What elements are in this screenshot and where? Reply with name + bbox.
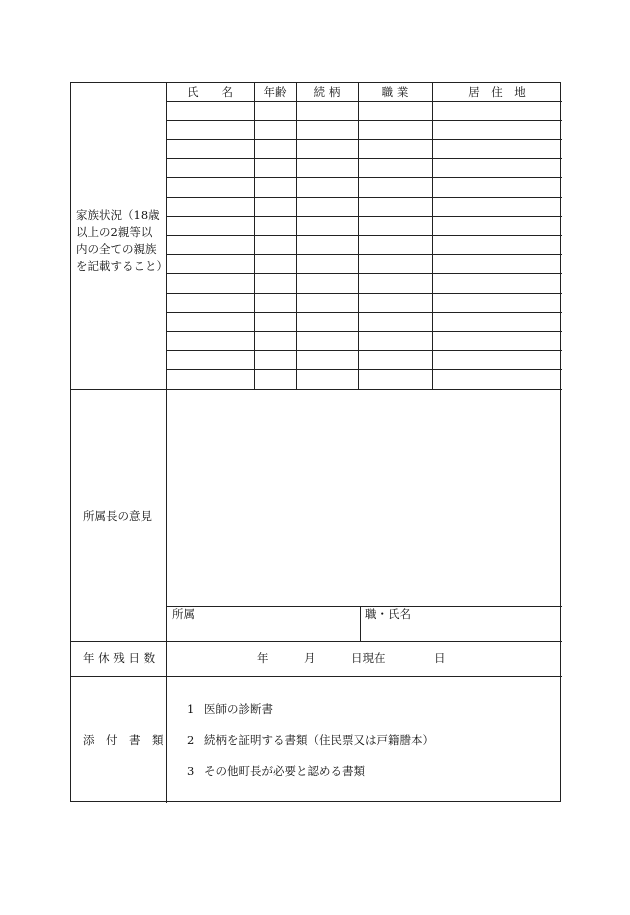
year-unit: 年: [257, 651, 269, 665]
family-col-divider-1: [254, 83, 255, 389]
affiliation-label: 所属: [172, 607, 195, 621]
family-col-divider-2: [296, 83, 297, 389]
supervisor-opinion-label: 所属長の意見: [83, 509, 152, 523]
attachment-text: 続柄を証明する書類（住民票又は戸籍謄本）: [204, 733, 434, 747]
leave-application-form: [70, 82, 561, 802]
family-row-line: [166, 216, 562, 217]
section-divider-opinion: [71, 389, 562, 390]
opinion-left-divider: [166, 389, 167, 641]
column-header-residence: 居 住 地: [468, 85, 526, 99]
month-unit: 月: [304, 651, 316, 665]
signature-row-divider: [360, 606, 361, 641]
family-row-line: [166, 235, 562, 236]
attachment-number: 1: [187, 702, 195, 716]
column-header-age: 年齢: [263, 85, 287, 99]
section-divider-leave: [71, 641, 562, 642]
column-header-relationship: 続 柄: [313, 85, 341, 99]
family-row-line: [166, 120, 562, 121]
family-row-line: [166, 293, 562, 294]
family-header-underline: [166, 101, 562, 102]
family-row-line: [166, 350, 562, 351]
family-row-line: [166, 369, 562, 370]
position-name-label: 職・氏名: [365, 607, 411, 621]
family-row-line: [166, 331, 562, 332]
attachment-text: 医師の診断書: [204, 702, 273, 716]
attachments-label: 添 付 書 類: [83, 733, 164, 747]
family-row-line: [166, 158, 562, 159]
attachment-number: 2: [187, 733, 195, 747]
remaining-leave-days-label: 年 休 残 日 数: [83, 651, 156, 665]
signature-row-line: [166, 606, 562, 607]
column-header-name: 氏 名: [187, 85, 233, 99]
leave-left-divider: [166, 641, 167, 676]
family-status-label: 家族状況（18歳 以上の2親等以 内の全ての親族 を記載すること）: [76, 208, 168, 273]
section-divider-attachments: [71, 676, 562, 677]
attachment-number: 3: [187, 764, 195, 778]
family-row-line: [166, 177, 562, 178]
family-col-divider-3: [358, 83, 359, 389]
as-of-date-label: 日現在: [351, 651, 386, 665]
family-row-line: [166, 273, 562, 274]
family-row-line: [166, 139, 562, 140]
family-row-line: [166, 254, 562, 255]
family-row-line: [166, 197, 562, 198]
days-unit: 日: [434, 651, 446, 665]
family-col-divider-4: [432, 83, 433, 389]
attachment-item: [187, 766, 365, 778]
family-row-line: [166, 312, 562, 313]
family-left-column-divider: [166, 83, 167, 389]
attachment-item: [187, 735, 434, 747]
column-header-occupation: 職 業: [381, 85, 409, 99]
attachments-left-divider: [166, 676, 167, 803]
attachment-item: [187, 704, 273, 716]
attachment-text: その他町長が必要と認める書類: [204, 764, 365, 778]
